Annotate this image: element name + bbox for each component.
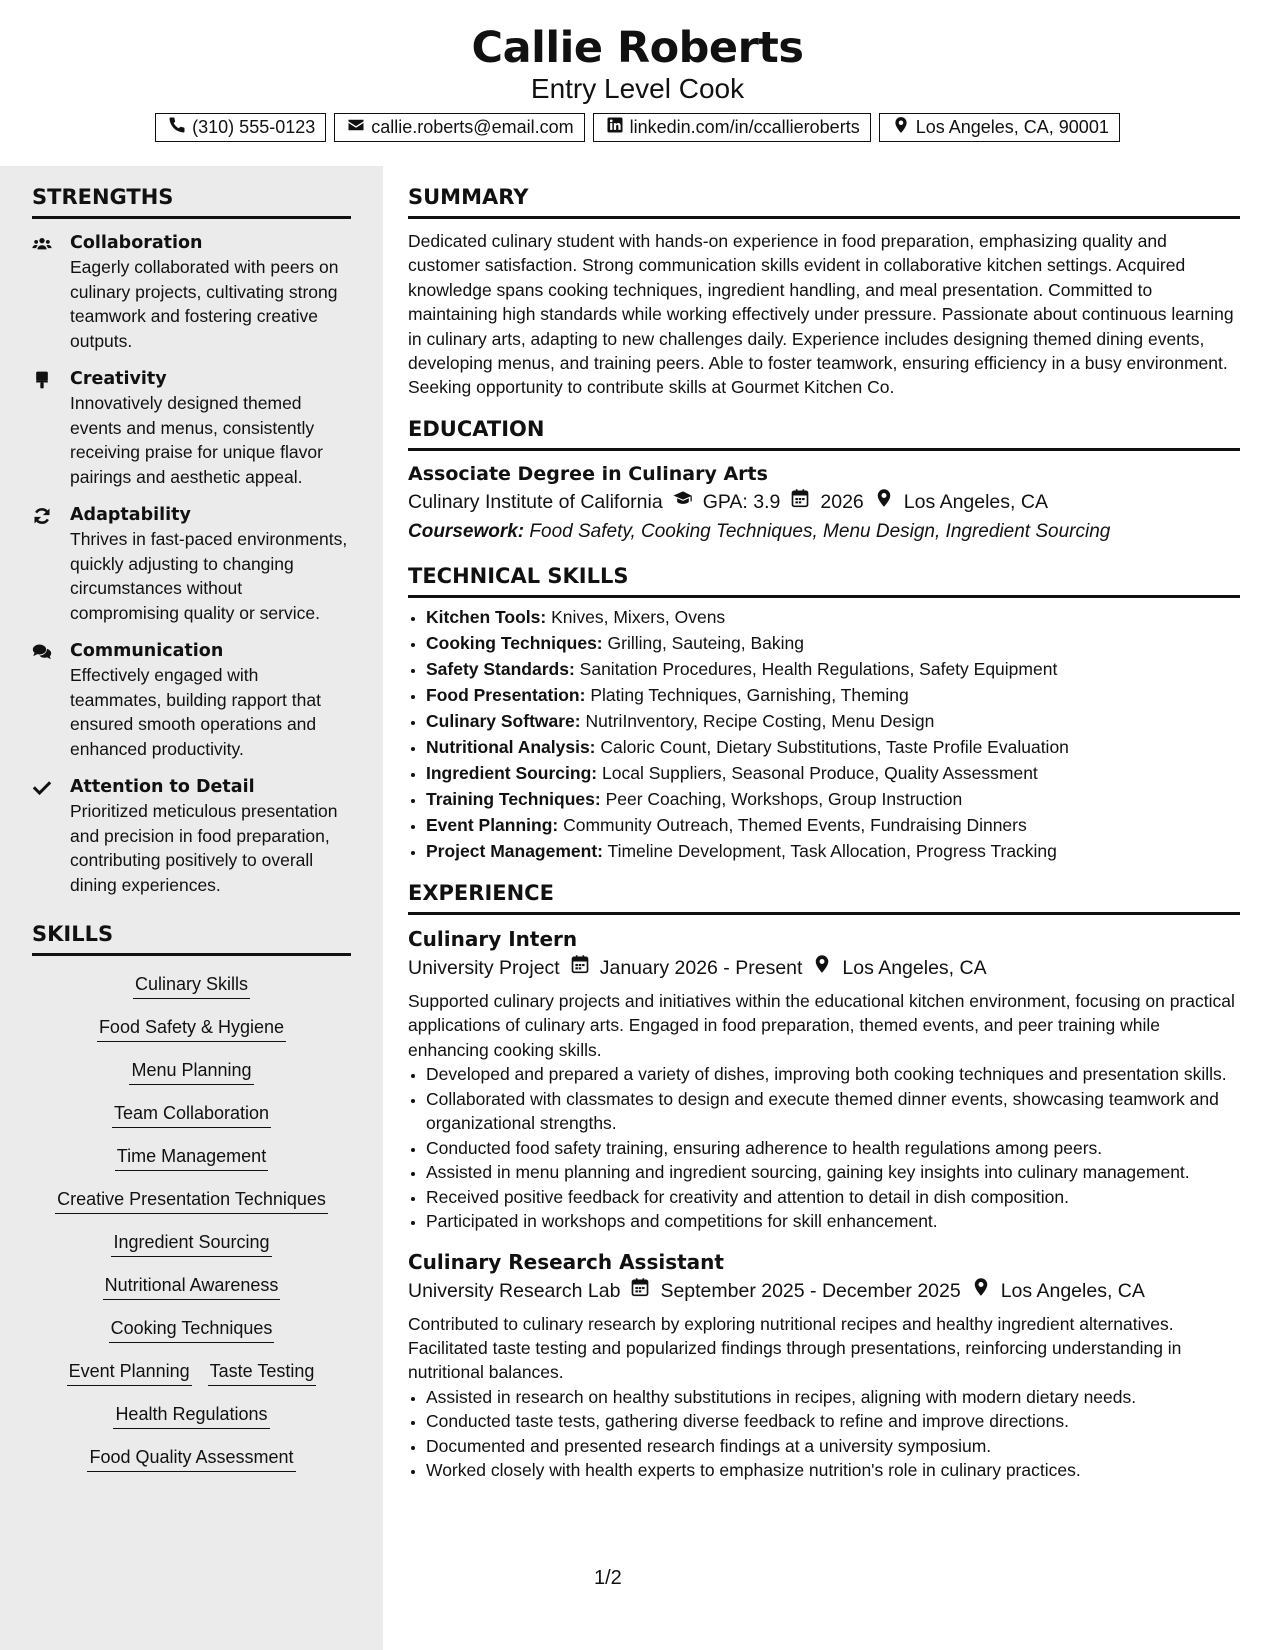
list-item bbox=[426, 760, 1240, 786]
skill-values: Community Outreach, Themed Events, Fundraising Dinners bbox=[563, 814, 1027, 835]
skill-category: Ingredient Sourcing: bbox=[426, 762, 598, 783]
contact-location[interactable] bbox=[879, 113, 1120, 142]
strength-title: Collaboration bbox=[70, 233, 203, 253]
coursework-label: Coursework: bbox=[408, 520, 525, 542]
job-dates: September 2025 - December 2025 bbox=[660, 1279, 961, 1302]
list-item: • Worked closely with health experts to emphasize nutrition's role in culinary practices. bbox=[426, 1458, 1240, 1483]
contact-email[interactable] bbox=[334, 113, 584, 142]
list-item bbox=[426, 734, 1240, 760]
list-item bbox=[426, 656, 1240, 682]
job-meta bbox=[408, 953, 1240, 983]
skill-tag: Ingredient Sourcing bbox=[111, 1230, 271, 1257]
strength-description: Eagerly collaborated with peers on culinary projects, cultivating strong teamwork and fostering creative outputs. bbox=[70, 257, 339, 351]
list-item bbox=[426, 812, 1240, 838]
education-section bbox=[408, 416, 1240, 547]
skill-category: Culinary Software: bbox=[426, 710, 581, 731]
strength-title: Attention to Detail bbox=[70, 777, 255, 797]
skill-values: Peer Coaching, Workshops, Group Instruction bbox=[605, 788, 963, 809]
strength-title: Adaptability bbox=[70, 505, 191, 525]
paint-brush-icon bbox=[32, 367, 70, 489]
experience-section bbox=[408, 880, 1240, 1483]
skill-tag: Taste Testing bbox=[208, 1359, 317, 1386]
technical-skills-heading: TECHNICAL SKILLS bbox=[408, 563, 1240, 598]
refresh-icon bbox=[32, 503, 70, 625]
job-organization: University Project bbox=[408, 956, 560, 979]
skill-values: Plating Techniques, Garnishing, Theming bbox=[590, 684, 909, 705]
skill-values: Grilling, Sauteing, Baking bbox=[607, 632, 804, 653]
job-role: Culinary Research Assistant bbox=[408, 1249, 724, 1274]
job-location: Los Angeles, CA bbox=[842, 956, 987, 979]
experience-entry bbox=[408, 1248, 1240, 1483]
job-organization: University Research Lab bbox=[408, 1279, 621, 1302]
chat-bubbles-icon bbox=[32, 639, 70, 761]
job-location: Los Angeles, CA bbox=[1000, 1279, 1145, 1302]
strength-description: Thrives in fast-paced environments, quickly adjusting to changing circumstances without compromising quality or service. bbox=[70, 529, 348, 623]
job-bullets bbox=[408, 1385, 1240, 1483]
skill-values: Local Suppliers, Seasonal Produce, Quality Assessment bbox=[602, 762, 1038, 783]
skill-values: Knives, Mixers, Ovens bbox=[551, 606, 726, 627]
list-item: • Conducted food safety training, ensuring adherence to health regulations among peers. bbox=[426, 1136, 1240, 1161]
envelope-icon bbox=[347, 116, 365, 139]
skill-category: Nutritional Analysis: bbox=[426, 736, 596, 757]
skill-tag: Team Collaboration bbox=[112, 1101, 271, 1128]
email-text: callie.roberts@email.com bbox=[371, 117, 574, 137]
skill-category: Event Planning: bbox=[426, 814, 559, 835]
strength-item bbox=[32, 503, 351, 625]
strengths-heading: STRENGTHS bbox=[32, 184, 351, 219]
contact-phone[interactable] bbox=[155, 113, 326, 142]
summary-section bbox=[408, 184, 1240, 400]
skill-tag: Food Safety & Hygiene bbox=[97, 1015, 286, 1042]
coursework-line bbox=[408, 517, 1240, 547]
resume-header bbox=[0, 0, 1275, 166]
skill-category: Project Management: bbox=[426, 840, 603, 861]
school-name: Culinary Institute of California bbox=[408, 490, 663, 513]
strength-description: Effectively engaged with teammates, building rapport that ensured smooth operations and enhanced productivity. bbox=[70, 665, 321, 759]
skill-values: NutriInventory, Recipe Costing, Menu Design bbox=[585, 710, 935, 731]
list-item: • Received positive feedback for creativity and attention to detail in dish composition. bbox=[426, 1185, 1240, 1210]
skill-category: Cooking Techniques: bbox=[426, 632, 603, 653]
strength-item bbox=[32, 231, 351, 353]
summary-heading: SUMMARY bbox=[408, 184, 1240, 219]
list-item bbox=[426, 682, 1240, 708]
skill-tag: Culinary Skills bbox=[133, 972, 250, 999]
list-item bbox=[426, 838, 1240, 864]
skill-category: Safety Standards: bbox=[426, 658, 575, 679]
strength-item bbox=[32, 639, 351, 761]
sidebar bbox=[0, 166, 383, 1650]
map-pin-icon bbox=[971, 1276, 991, 1306]
skill-category: Food Presentation: bbox=[426, 684, 586, 705]
map-pin-icon bbox=[874, 487, 894, 517]
calendar-icon bbox=[630, 1276, 650, 1306]
education-meta bbox=[408, 487, 1240, 517]
list-item bbox=[426, 786, 1240, 812]
linkedin-icon bbox=[606, 116, 624, 139]
graduation-year: 2026 bbox=[820, 490, 864, 513]
skill-tag: Menu Planning bbox=[129, 1058, 253, 1085]
technical-skills-section bbox=[408, 563, 1240, 864]
map-pin-icon bbox=[892, 116, 910, 139]
contact-bar bbox=[0, 113, 1275, 142]
skill-category: Training Techniques: bbox=[426, 788, 601, 809]
job-meta bbox=[408, 1276, 1240, 1306]
skill-category: Kitchen Tools: bbox=[426, 606, 547, 627]
experience-heading: EXPERIENCE bbox=[408, 880, 1240, 915]
skill-tag: Event Planning bbox=[67, 1359, 192, 1386]
skills-list bbox=[32, 972, 351, 1472]
experience-entry bbox=[408, 925, 1240, 1234]
contact-linkedin[interactable] bbox=[593, 113, 871, 142]
skill-tag: Nutritional Awareness bbox=[103, 1273, 281, 1300]
list-item: • Conducted taste tests, gathering diverse feedback to refine and improve directions. bbox=[426, 1409, 1240, 1434]
job-bullets bbox=[408, 1062, 1240, 1234]
strength-description: Prioritized meticulous presentation and precision in food preparation, contributing positively to overall dining experiences. bbox=[70, 801, 338, 895]
page-number: 1/2 bbox=[594, 1567, 622, 1589]
skill-values: Sanitation Procedures, Health Regulations, Safety Equipment bbox=[579, 658, 1058, 679]
strength-title: Creativity bbox=[70, 369, 167, 389]
strength-description: Innovatively designed themed events and menus, consistently receiving praise for unique flavor pairings and aesthetic appeal. bbox=[70, 393, 323, 487]
skill-values: Caloric Count, Dietary Substitutions, Taste Profile Evaluation bbox=[600, 736, 1069, 757]
linkedin-text: linkedin.com/in/ccallieroberts bbox=[629, 117, 860, 137]
list-item bbox=[426, 604, 1240, 630]
candidate-title: Entry Level Cook bbox=[530, 73, 745, 104]
checkmark-icon bbox=[32, 775, 70, 897]
education-location: Los Angeles, CA bbox=[903, 490, 1048, 513]
list-item bbox=[426, 630, 1240, 656]
education-heading: EDUCATION bbox=[408, 416, 1240, 451]
job-description: Supported culinary projects and initiatives within the educational kitchen environment, focusing on practical applications of culinary arts. Engaged in food preparation, themed events, and peer training while enhancing cooking skills. bbox=[408, 990, 1235, 1060]
skill-values: Timeline Development, Task Allocation, Progress Tracking bbox=[607, 840, 1057, 861]
phone-icon bbox=[168, 116, 186, 139]
list-item: • Collaborated with classmates to design and execute themed dinner events, showcasing teamwork and organizational strengths. bbox=[426, 1087, 1240, 1136]
skills-section bbox=[32, 921, 351, 1472]
graduation-cap-icon bbox=[673, 487, 693, 517]
strength-title: Communication bbox=[70, 641, 224, 661]
list-item: • Assisted in menu planning and ingredient sourcing, gaining key insights into culinary management. bbox=[426, 1160, 1240, 1185]
skill-tag: Cooking Techniques bbox=[109, 1316, 275, 1343]
job-description: Contributed to culinary research by exploring nutritional recipes and healthy ingredient alternatives. Facilitated taste testing and popularized findings through presentations, reinforcing understanding in nutritional balances. bbox=[408, 1313, 1182, 1383]
summary-text: Dedicated culinary student with hands-on experience in food preparation, emphasizing quality and customer satisfaction. Strong communication skills evident in collaborative kitchen settings. Acquired knowledge spans cooking techniques, ingredient handling, and meal presentation. Committed to maintaining high standards while working effectively under pressure. Passionate about continuous learning in culinary arts, adapting to new challenges daily. Experience includes designing themed dining events, developing menus, and training peers. Able to foster teamwork, ensuring efficiency in a busy environment. Seeking opportunity to contribute skills at Gourmet Kitchen Co. bbox=[408, 231, 1234, 398]
technical-skills-list bbox=[408, 604, 1240, 864]
degree-title: Associate Degree in Culinary Arts bbox=[408, 462, 768, 485]
users-icon bbox=[32, 231, 70, 353]
list-item: • Documented and presented research findings at a university symposium. bbox=[426, 1434, 1240, 1459]
phone-text: (310) 555-0123 bbox=[192, 117, 316, 137]
job-role: Culinary Intern bbox=[408, 926, 578, 951]
strength-item bbox=[32, 367, 351, 489]
skill-tag: Creative Presentation Techniques bbox=[55, 1187, 328, 1214]
candidate-name: Callie Roberts bbox=[471, 23, 804, 73]
list-item: • Participated in workshops and competitions for skill enhancement. bbox=[426, 1209, 1240, 1234]
list-item: • Assisted in research on healthy substitutions in recipes, aligning with modern dietary needs. bbox=[426, 1385, 1240, 1410]
gpa-text: GPA: 3.9 bbox=[702, 490, 781, 513]
map-pin-icon bbox=[812, 953, 832, 983]
calendar-icon bbox=[790, 487, 810, 517]
skill-tag: Food Quality Assessment bbox=[87, 1445, 295, 1472]
list-item: • Developed and prepared a variety of dishes, improving both cooking techniques and presentation skills. bbox=[426, 1062, 1240, 1087]
skill-tag: Health Regulations bbox=[113, 1402, 269, 1429]
skill-tag: Time Management bbox=[115, 1144, 268, 1171]
job-dates: January 2026 - Present bbox=[599, 956, 803, 979]
skills-heading: SKILLS bbox=[32, 921, 351, 956]
strength-item bbox=[32, 775, 351, 897]
list-item bbox=[426, 708, 1240, 734]
main-content bbox=[383, 166, 1275, 1650]
coursework-list: Food Safety, Cooking Techniques, Menu Design, Ingredient Sourcing bbox=[529, 520, 1111, 542]
calendar-icon bbox=[570, 953, 590, 983]
location-text: Los Angeles, CA, 90001 bbox=[915, 117, 1109, 137]
